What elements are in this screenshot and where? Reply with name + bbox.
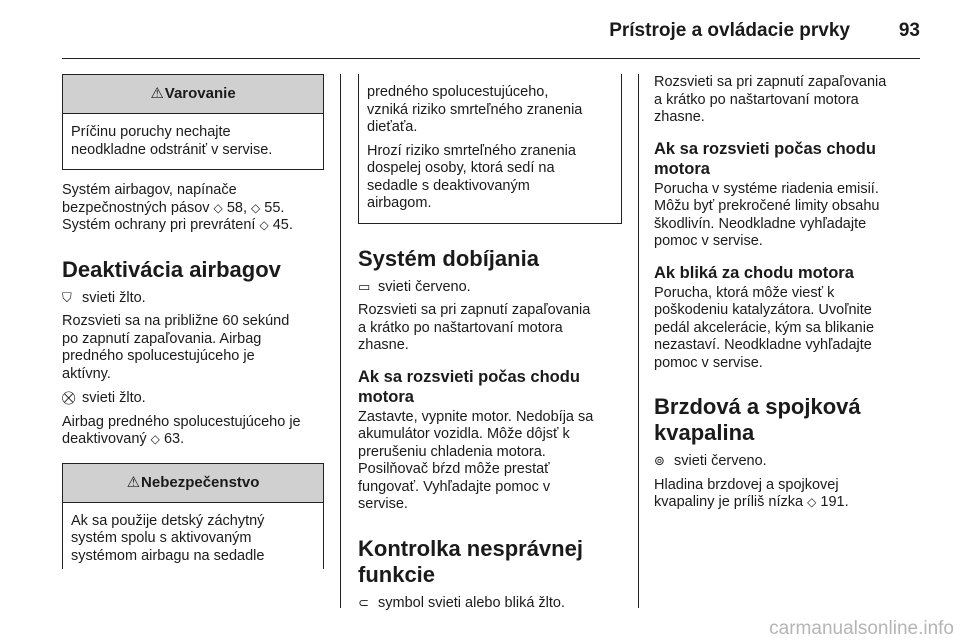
airbag-on-paragraph	[62, 313, 324, 383]
warning-text-line: Príčinu poruchy nechajte	[71, 124, 231, 140]
column-divider-1	[340, 74, 341, 608]
text: sedadle s deaktivovaným	[367, 177, 530, 194]
airbag-system-paragraph	[62, 182, 324, 235]
subsection-title-lights-while-running	[358, 367, 622, 407]
text: svieti červeno.	[670, 453, 767, 469]
danger-box-continued-body	[359, 74, 621, 223]
page-ref-icon: ◇	[251, 200, 261, 215]
page-ref-icon: ◇	[213, 200, 223, 215]
text: dospelej osoby, ktorá sedí na	[367, 160, 555, 176]
header-rule	[62, 58, 920, 59]
warning-text-line: neodkladne odstrániť v servise.	[71, 141, 273, 158]
text: dieťaťa.	[367, 119, 418, 135]
text: Kontrolka nesprávnej	[358, 535, 583, 561]
danger-box-body	[63, 503, 323, 570]
text: Zastavte, vypnite motor. Nedobíja sa	[358, 408, 594, 425]
text: predného spolucestujúceho,	[367, 84, 549, 100]
text: funkcie	[358, 561, 436, 587]
text: 191.	[820, 494, 849, 510]
text: Systém airbagov, napínače	[62, 182, 237, 198]
text: po zapnutí zapaľovania. Airbag	[62, 330, 262, 347]
subsection-title-lights-while-running	[654, 139, 920, 179]
text: motora	[358, 387, 414, 406]
danger-text-line: Ak sa použije detský záchytný	[71, 512, 265, 529]
charging-paragraph	[358, 302, 622, 355]
section-title-airbag-deactivation: Deaktivácia airbagov	[62, 256, 281, 282]
text: bezpečnostných pásov	[62, 199, 214, 216]
emission-fault-paragraph	[654, 181, 920, 251]
text: aktívny.	[62, 365, 111, 382]
subsection-title-flashing-while-running: Ak bliká za chodu motora	[654, 263, 854, 282]
text: Ak sa rozsvieti počas chodu	[358, 367, 580, 386]
airbag-off-paragraph	[62, 414, 324, 449]
warning-triangle-icon: ⚠	[126, 473, 141, 491]
text: servise.	[358, 496, 408, 512]
text: kvapalina	[654, 420, 755, 445]
danger-box	[62, 463, 324, 570]
text: poškodeniu katalyzátora. Uvoľnite	[654, 302, 872, 318]
brake-icon: ⊚	[654, 453, 665, 468]
text: Porucha, ktorá môže viesť k	[654, 284, 835, 301]
warning-box-title: Varovanie	[164, 85, 236, 103]
column-divider-2	[638, 74, 639, 608]
column-3	[654, 74, 920, 518]
charging-running-paragraph	[358, 409, 622, 514]
text: motora	[654, 159, 710, 178]
malfunction-paragraph	[654, 74, 920, 127]
text: nezastaví. Neodkladne vyhľadajte	[654, 337, 872, 353]
text: vzniká riziko smrteľného zranenia	[367, 101, 583, 118]
airbag-off-line	[62, 389, 324, 408]
text: deaktivovaný	[62, 431, 151, 447]
page-ref-icon: ◇	[807, 495, 817, 509]
text: Môžu byť prekročené limity obsahu	[654, 198, 880, 214]
text: Ak sa rozsvieti počas chodu	[654, 139, 876, 158]
page-number: 93	[898, 20, 920, 41]
text: prerušeniu chladenia motora.	[358, 443, 546, 460]
text: Hladina brzdovej a spojkovej	[654, 476, 839, 493]
text: škodlivín. Neodkladne vyhľadajte	[654, 215, 867, 232]
text: 45.	[272, 217, 293, 233]
warning-box	[62, 74, 324, 170]
text: Hrozí riziko smrteľného zranenia	[367, 142, 576, 159]
brake-fluid-paragraph	[654, 477, 920, 512]
text: Rozsvieti sa pri zapnutí zapaľovania	[654, 74, 887, 90]
malfunction-icon-line	[358, 594, 622, 613]
section-title-brake-clutch-fluid	[654, 394, 920, 446]
battery-icon: ▭	[358, 278, 371, 294]
danger-text-line: systém spolu s aktivovaným	[71, 530, 252, 546]
danger-text-line: systémom airbagu na sedadle	[71, 547, 265, 564]
text: predného spolucestujúceho je	[62, 348, 255, 364]
text: kvapaliny je príliš nízka	[654, 494, 808, 510]
column-2	[358, 74, 622, 618]
catalyst-fault-paragraph	[654, 285, 920, 373]
text: Airbag predného spolucestujúceho je	[62, 413, 301, 430]
section-title-malfunction-indicator	[358, 536, 622, 588]
text: a krátko po naštartovaní motora	[654, 91, 859, 108]
text: pomoc v servise.	[654, 233, 763, 249]
brake-icon-line	[654, 452, 920, 471]
charging-icon-line	[358, 278, 622, 297]
text: pedál akcelerácie, kým sa blikanie	[654, 319, 875, 336]
header-title: Prístroje a ovládacie prvky	[609, 20, 850, 41]
engine-icon: ⊂	[358, 594, 369, 610]
text: akumulátor vozidla. Môže dôjsť k	[358, 426, 570, 442]
watermark: carmanualsonline.info	[769, 618, 954, 639]
text: svieti červeno.	[374, 278, 471, 295]
text: symbol svieti alebo bliká žlto.	[374, 594, 565, 611]
text: Brzdová a spojková	[654, 394, 861, 419]
danger-cont-paragraph	[367, 84, 613, 137]
warning-triangle-icon: ⚠	[150, 85, 164, 103]
text: svieti žlto.	[78, 289, 146, 306]
text: fungovať. Vyhľadajte pomoc v	[358, 478, 551, 495]
page-ref-icon: ◇	[259, 218, 269, 232]
text: 63.	[163, 431, 185, 447]
text: Rozsvieti sa na približne 60 sekúnd	[62, 313, 290, 329]
text: a krátko po naštartovaní motora	[358, 319, 563, 336]
text: zhasne.	[654, 109, 705, 125]
airbag-off-icon: ⛒	[62, 390, 76, 405]
text: pomoc v servise.	[654, 354, 763, 371]
text: svieti žlto.	[78, 390, 146, 406]
page-ref-icon: ◇	[150, 432, 160, 446]
text: Posilňovač bŕzd môže prestať	[358, 461, 550, 477]
page-header	[62, 16, 920, 52]
danger-box-title: Nebezpečenstvo	[141, 473, 260, 491]
danger-box-header	[63, 464, 323, 503]
text: Rozsvieti sa pri zapnutí zapaľovania	[358, 302, 591, 318]
section-title-charging-system: Systém dobíjania	[358, 245, 539, 271]
text: zhasne.	[358, 337, 409, 353]
warning-box-body	[63, 114, 323, 169]
airbag-on-icon: ⛉	[62, 289, 72, 305]
text: 58,	[226, 199, 251, 216]
text: 55.	[264, 199, 285, 216]
airbag-on-line	[62, 289, 324, 308]
danger-box-continued	[358, 74, 622, 224]
warning-box-header	[63, 75, 323, 114]
column-1	[62, 74, 324, 569]
text: Porucha v systéme riadenia emisií.	[654, 180, 879, 197]
danger-cont-paragraph-2	[367, 143, 613, 213]
text: Systém ochrany pri prevrátení	[62, 217, 260, 233]
text: airbagom.	[367, 195, 432, 211]
